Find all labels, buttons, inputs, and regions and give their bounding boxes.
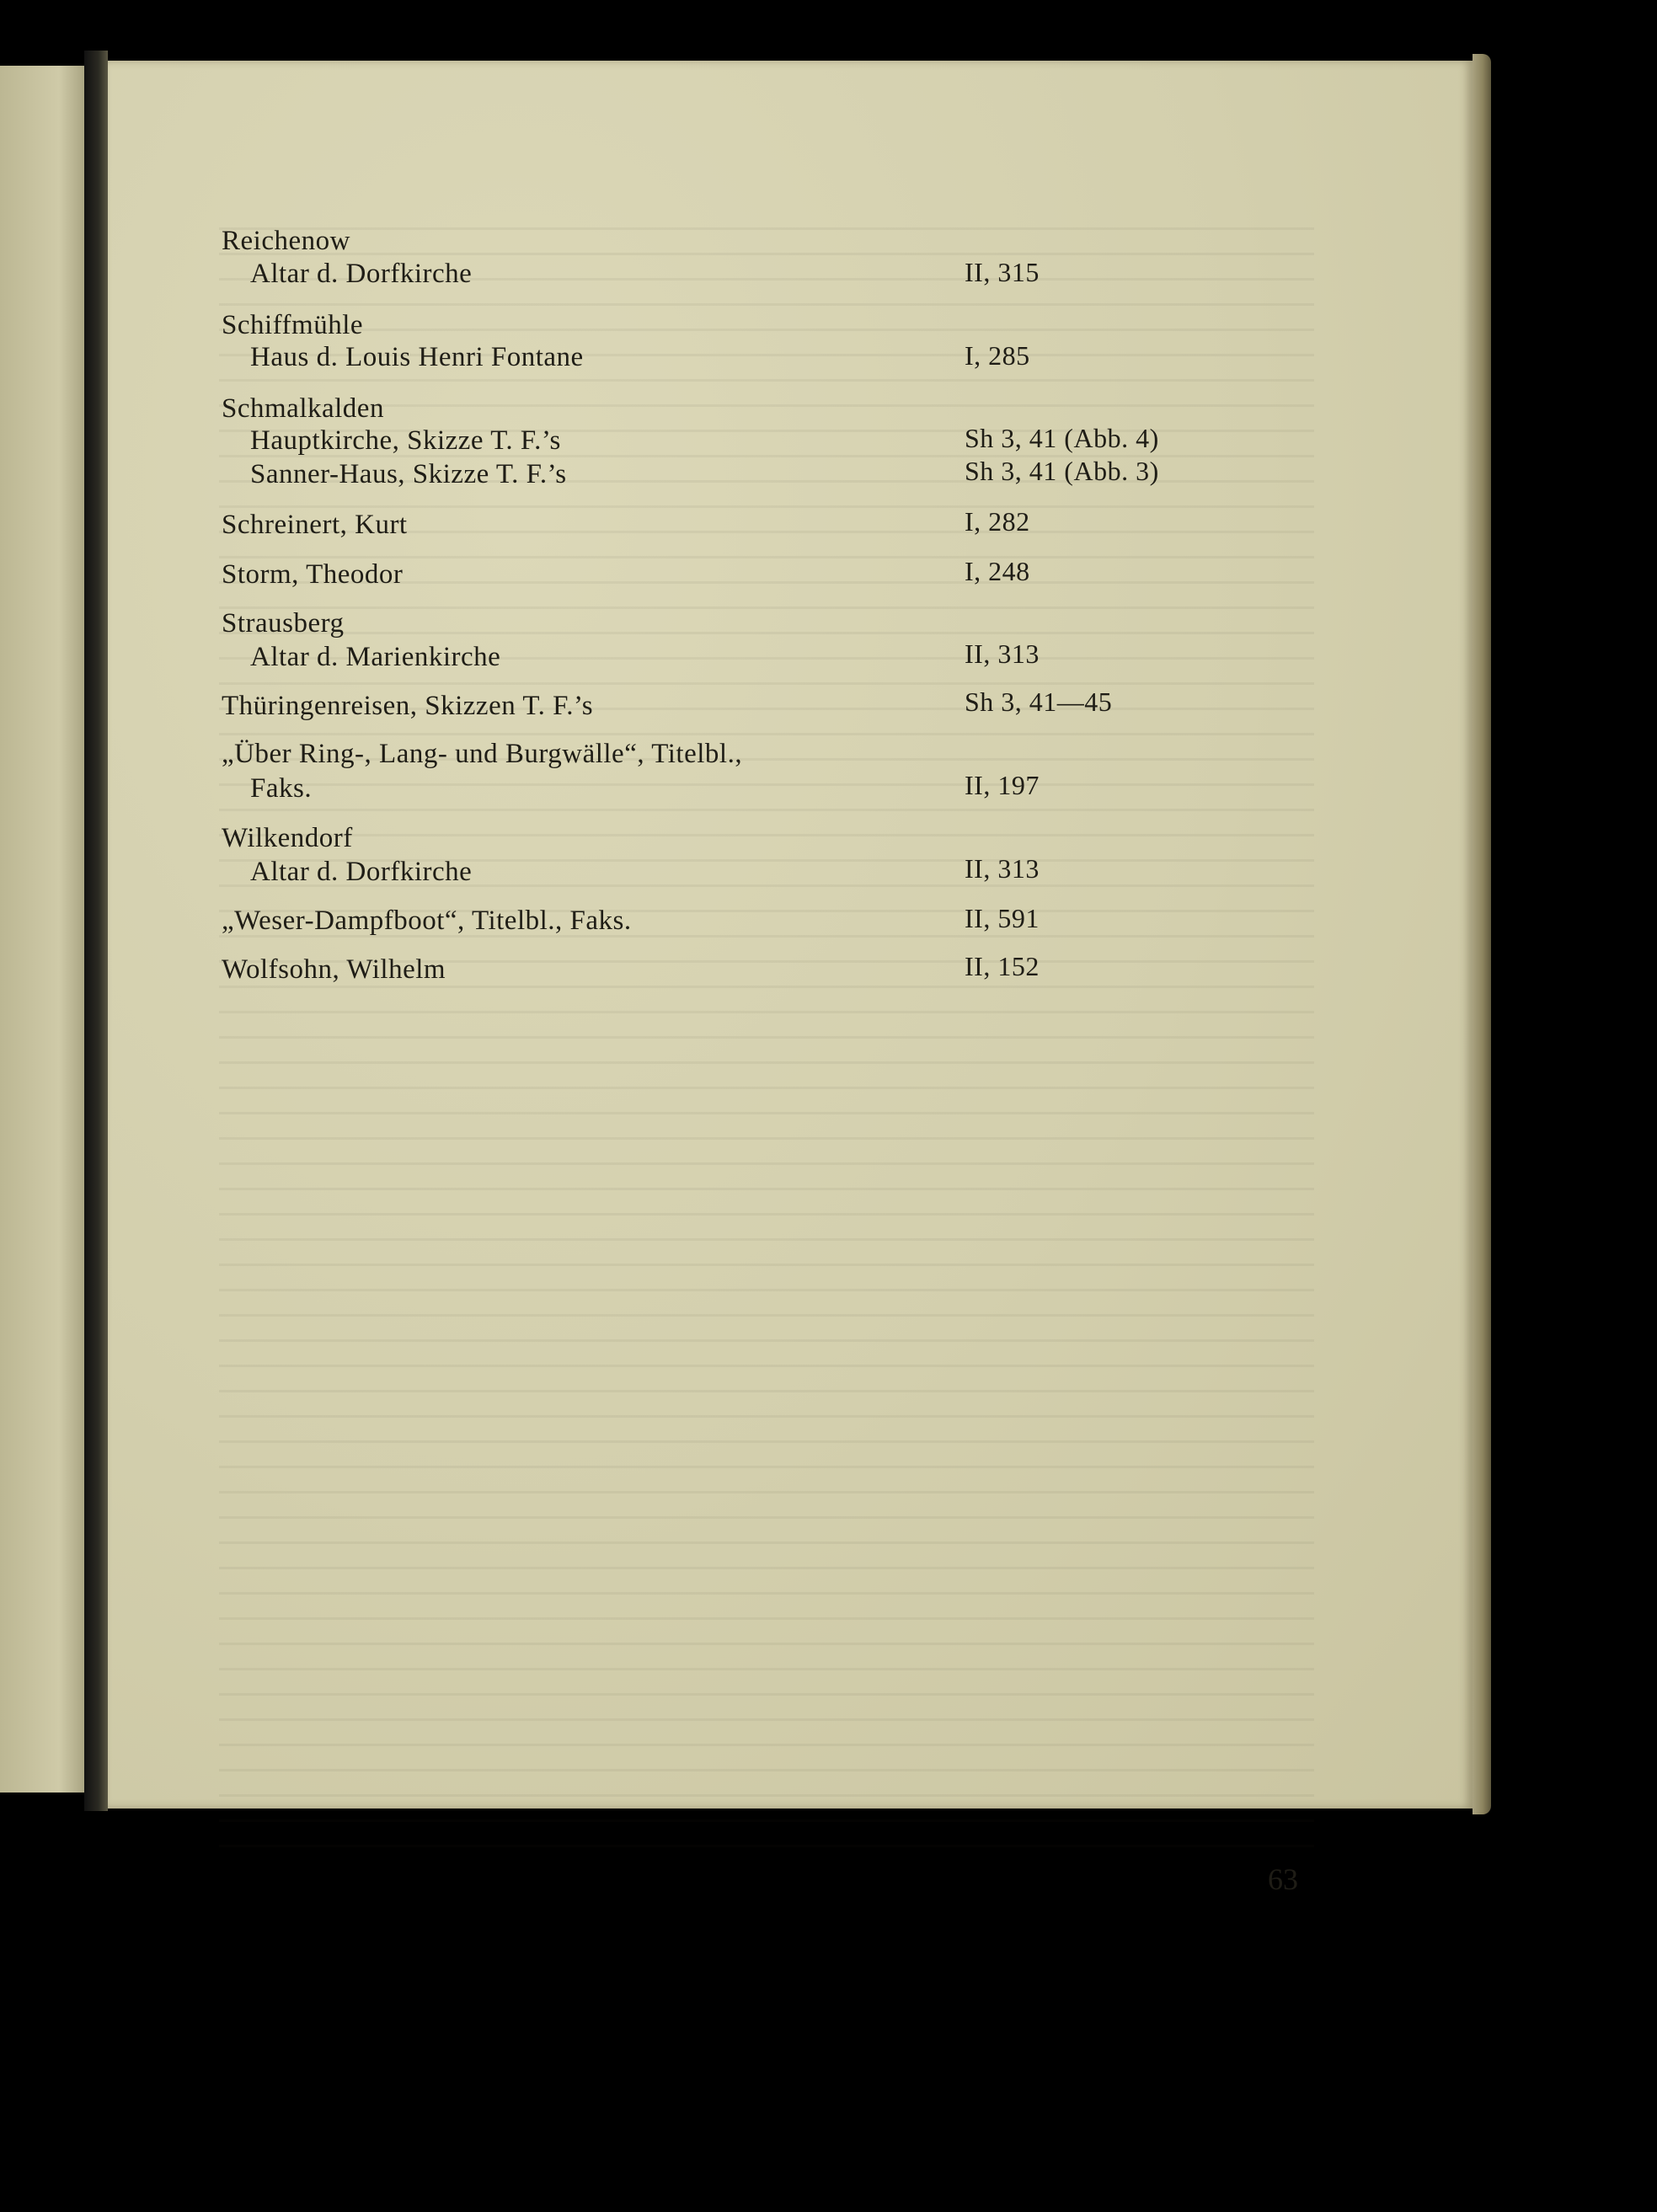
page-number: 63	[1268, 1862, 1298, 1896]
index-entry-sub: Hauptkirche, Skizze T. F.’s	[250, 425, 561, 456]
index-entry-sub: Sanner-Haus, Skizze T. F.’s	[250, 459, 567, 489]
index-entry-reference: II, 197	[965, 770, 1040, 800]
index-entry-reference: I, 248	[965, 556, 1030, 586]
index-entry-reference: I, 285	[965, 340, 1030, 371]
index-entry-reference: II, 315	[965, 257, 1040, 287]
index-entry-heading: Schiffmühle	[222, 310, 364, 340]
index-entry-heading: Strausberg	[222, 608, 345, 638]
index-entry-heading: Schmalkalden	[222, 393, 384, 424]
index-entry-heading: Wolfsohn, Wilhelm	[222, 954, 446, 985]
index-entry-sub: Altar d. Marienkirche	[250, 642, 501, 672]
index-entry-reference: I, 282	[965, 506, 1030, 537]
index-entry-heading: Thüringenreisen, Skizzen T. F.’s	[222, 691, 594, 721]
index-entry-heading: Reichenow	[222, 226, 350, 256]
index-entry-reference: Sh 3, 41—45	[965, 687, 1113, 717]
index-entry-heading: Schreinert, Kurt	[222, 510, 408, 540]
book-gutter	[84, 51, 108, 1811]
facing-page	[0, 66, 84, 1793]
index-entry-heading: Storm, Theodor	[222, 559, 404, 590]
index-entry-sub: Altar d. Dorfkirche	[250, 259, 473, 289]
index-entry-reference: II, 313	[965, 638, 1040, 669]
index-entry-reference: II, 591	[965, 903, 1040, 933]
index-entry-heading: „Über Ring-, Lang- und Burgwälle“, Titelbl.,	[222, 739, 743, 769]
index-entry-sub: Altar d. Dorfkirche	[250, 857, 473, 887]
index-entry-heading: Wilkendorf	[222, 823, 353, 853]
index-entry-heading: „Weser-Dampfboot“, Titelbl., Faks.	[222, 906, 632, 936]
page-edge	[1473, 54, 1491, 1814]
index-entry-reference: Sh 3, 41 (Abb. 3)	[965, 456, 1159, 486]
index-entry-sub: Haus d. Louis Henri Fontane	[250, 342, 584, 372]
index-entry-reference: II, 313	[965, 853, 1040, 884]
index-entry-reference: II, 152	[965, 951, 1040, 981]
index-entry-sub: Faks.	[250, 773, 313, 804]
index-entry-reference: Sh 3, 41 (Abb. 4)	[965, 423, 1159, 453]
